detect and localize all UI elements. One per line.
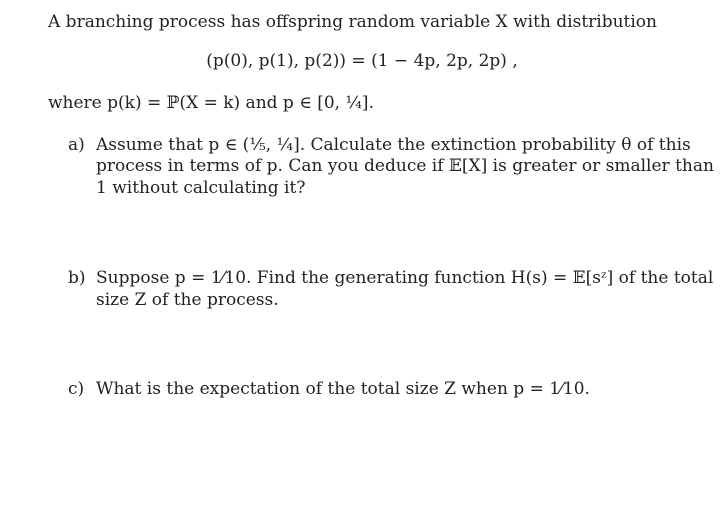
part-text-line: Assume that p ∈ (⅕, ¼]. Calculate the extinction probability θ of this [96, 135, 691, 155]
part-text-line: Suppose p = 1⁄10. Find the generating function H(s) = 𝔼[sᶻ] of the total [96, 268, 714, 288]
intro-text: A branching process has offspring random variable X with distribution [48, 12, 657, 32]
part-text-line: 1 without calculating it? [96, 178, 306, 198]
distribution-equation: (p(0), p(1), p(2)) = (1 − 4p, 2p, 2p) , [206, 51, 518, 71]
part-text-line: size Z of the process. [96, 290, 279, 310]
part-label: c) [68, 379, 85, 399]
part-text-line: process in terms of p. Can you deduce if 𝔼[X] is greater or smaller than [96, 156, 714, 176]
where-clause: where p(k) = ℙ(X = k) and p ∈ [0, ¼]. [48, 93, 374, 113]
part-label: a) [68, 135, 85, 155]
part-label: b) [68, 268, 86, 288]
part-text-line: What is the expectation of the total size Z when p = 1⁄10. [96, 379, 590, 399]
